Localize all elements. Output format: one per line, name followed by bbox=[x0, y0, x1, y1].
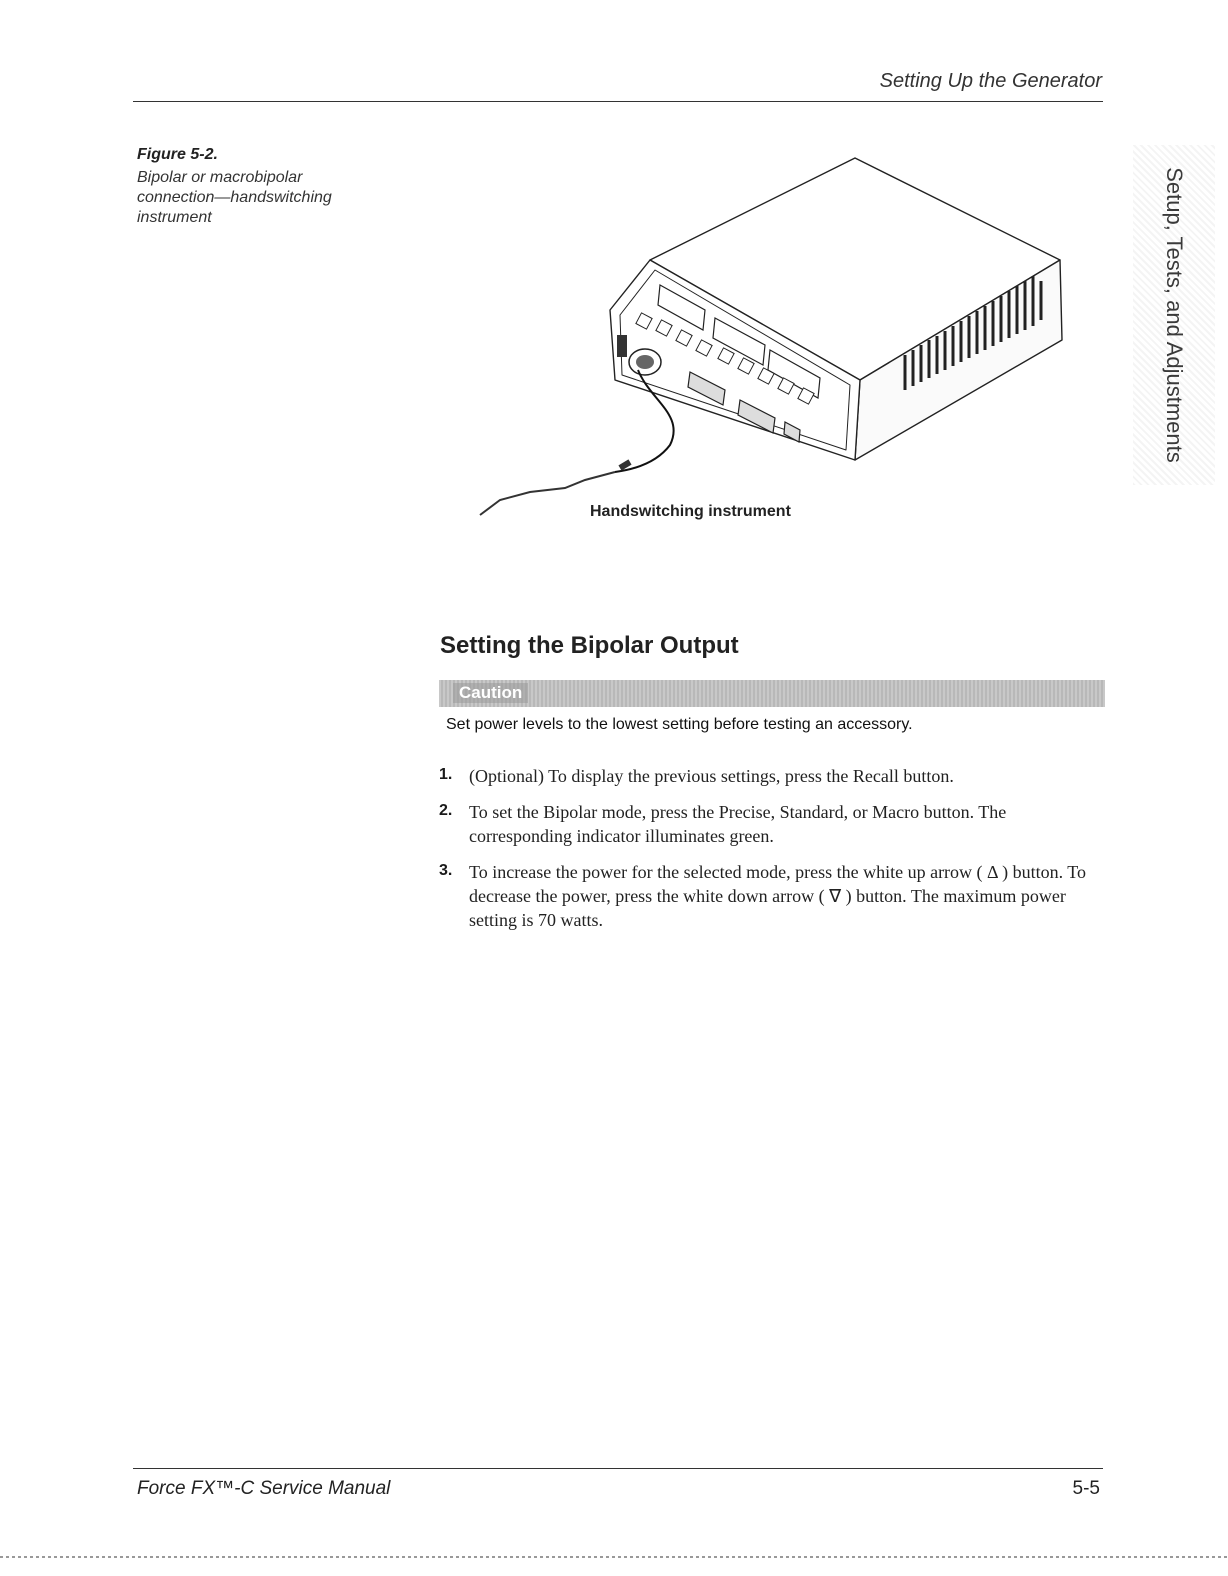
caution-label: Caution bbox=[453, 683, 528, 703]
scan-edge-artifact bbox=[0, 1556, 1228, 1558]
section-heading: Setting the Bipolar Output bbox=[440, 632, 739, 659]
footer-rule bbox=[133, 1468, 1103, 1469]
figure-callout-label: Handswitching instrument bbox=[590, 503, 791, 520]
caution-text: Set power levels to the lowest setting before testing an accessory. bbox=[446, 716, 913, 733]
step-list bbox=[439, 764, 1104, 944]
step-text: To set the Bipolar mode, press the Precise, Standard, or Macro button. The corresponding indicator illuminates green. bbox=[469, 802, 1007, 846]
step-number: 1. bbox=[439, 766, 453, 783]
step-text: (Optional) To display the previous settings, press the Recall button. bbox=[469, 766, 954, 786]
side-tab-label: Setup, Tests, and Adjustments bbox=[1162, 167, 1187, 463]
list-item bbox=[439, 860, 1104, 932]
step-number: 3. bbox=[439, 862, 453, 879]
section-side-tab bbox=[1133, 145, 1215, 485]
running-header: Setting Up the Generator bbox=[879, 70, 1102, 92]
caution-bar bbox=[439, 680, 1105, 707]
page-number: 5-5 bbox=[1072, 1478, 1100, 1499]
generator-illustration bbox=[470, 150, 1070, 520]
header-rule bbox=[133, 101, 1103, 102]
instrument-handle bbox=[620, 462, 630, 468]
manual-title: Force FX™-C Service Manual bbox=[137, 1478, 391, 1499]
step-text: To increase the power for the selected mode, press the white up arrow ( Δ ) button. To decrease the power, press the white down arrow ( ∇ ) button. The maximum power setting is 70 watts. bbox=[469, 862, 1087, 930]
list-item bbox=[439, 800, 1104, 848]
step-number: 2. bbox=[439, 802, 453, 819]
power-switch bbox=[617, 335, 627, 357]
list-item bbox=[439, 764, 1104, 788]
figure-caption: Bipolar or macrobipolar connection—handswitching instrument bbox=[137, 169, 332, 226]
figure-number: Figure 5-2. bbox=[137, 146, 218, 163]
